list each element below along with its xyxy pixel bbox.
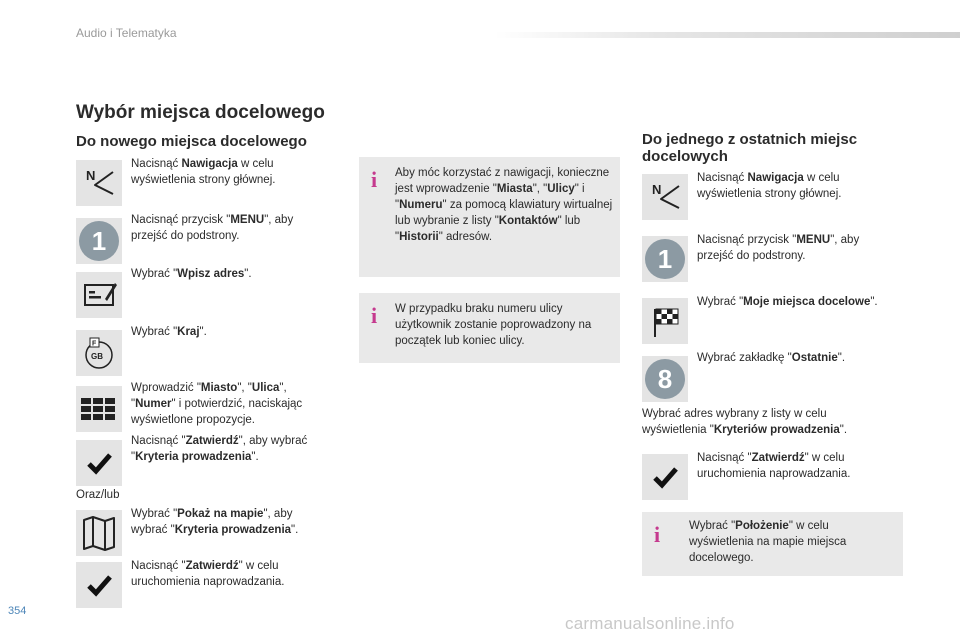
checkered-flag-icon — [642, 298, 688, 344]
step-number: 8 — [645, 359, 685, 399]
or-label: Oraz/lub — [76, 489, 120, 501]
info-box-requirements-text: Aby móc korzystać z nawigacji, konieczne jest wprowadzenie "Miasta", "Ulicy" i "Numeru" za pomocą klawiatury wirtualnej lub wybranie z listy "Kontaktów" lub "Historii" adresów. — [395, 167, 613, 243]
left-section-title: Do nowego miejsca docelowego — [76, 133, 307, 150]
checkmark-icon — [642, 454, 688, 500]
navigation-icon — [642, 174, 688, 220]
svg-text:N: N — [652, 182, 662, 197]
left-step2-text: Nacisnąć przycisk "MENU", aby przejść do podstrony. — [131, 214, 294, 242]
checkmark-icon — [76, 562, 122, 608]
section-label: Audio i Telematyka — [76, 26, 177, 40]
right-step3-text: Wybrać "Moje miejsca docelowe". — [697, 296, 878, 308]
step-number: 1 — [79, 221, 119, 261]
step-number-badge — [76, 218, 122, 264]
info-icon: i — [654, 522, 661, 547]
left-step6-text: Nacisnąć "Zatwierdź", aby wybrać "Kryteria prowadzenia". — [131, 435, 308, 463]
right-section-title: Do jednego z ostatnich miejsc docelowych — [642, 131, 858, 165]
info-box-location-text: Wybrać "Położenie" w celu wyświetlenia na mapie miejsca docelowego. — [689, 520, 847, 564]
country-icon — [76, 330, 122, 376]
keyboard-icon — [76, 386, 122, 432]
right-step4-text: Wybrać zakładkę "Ostatnie". — [697, 352, 846, 364]
watermark: carmanualsonline.info — [565, 614, 735, 633]
info-icon: i — [371, 303, 378, 328]
header-divider — [495, 32, 960, 38]
left-step1-text: Nacisnąć Nawigacja w celu wyświetlenia strony głównej. — [131, 158, 276, 186]
info-box-location — [642, 512, 903, 576]
info-icon: i — [371, 167, 378, 192]
navigation-icon — [76, 160, 122, 206]
checkmark-icon — [76, 440, 122, 486]
info-box-requirements — [359, 157, 620, 277]
right-step5-text: Wybrać adres wybrany z listy w celu wyświetlenia "Kryteriów prowadzenia". — [642, 408, 848, 436]
left-step7-text: Wybrać "Pokaż na mapie", aby wybrać "Kryteria prowadzenia". — [131, 508, 299, 536]
left-step8-text: Nacisnąć "Zatwierdź" w celu uruchomienia naprowadzania. — [131, 560, 285, 588]
page-number: 354 — [8, 605, 27, 617]
page-title: Wybór miejsca docelowego — [76, 102, 325, 123]
info-box-missing-number — [359, 293, 620, 363]
country-code-gb: GB — [91, 352, 103, 361]
info-box-missing-number-text: W przypadku braku numeru ulicy użytkownik zostanie poprowadzony na początek lub koniec ulicy. — [395, 303, 592, 347]
step-number-badge — [642, 236, 688, 282]
left-step3-text: Wybrać "Wpisz adres". — [131, 268, 252, 280]
enter-address-icon — [76, 272, 122, 318]
right-step1-text: Nacisnąć Nawigacja w celu wyświetlenia strony głównej. — [697, 172, 842, 200]
left-step5-text: Wprowadzić "Miasto", "Ulica", "Numer" i potwierdzić, naciskając wyświetlone propozycje. — [131, 382, 303, 426]
svg-text:N: N — [86, 168, 96, 183]
step-number-badge — [642, 356, 688, 402]
right-step2-text: Nacisnąć przycisk "MENU", aby przejść do podstrony. — [697, 234, 860, 262]
right-step6-text: Nacisnąć "Zatwierdź" w celu uruchomienia naprowadzania. — [697, 452, 851, 480]
map-icon — [76, 510, 122, 556]
left-step4-text: Wybrać "Kraj". — [131, 326, 207, 338]
step-number: 1 — [645, 239, 685, 279]
country-code-f: F — [92, 340, 97, 348]
